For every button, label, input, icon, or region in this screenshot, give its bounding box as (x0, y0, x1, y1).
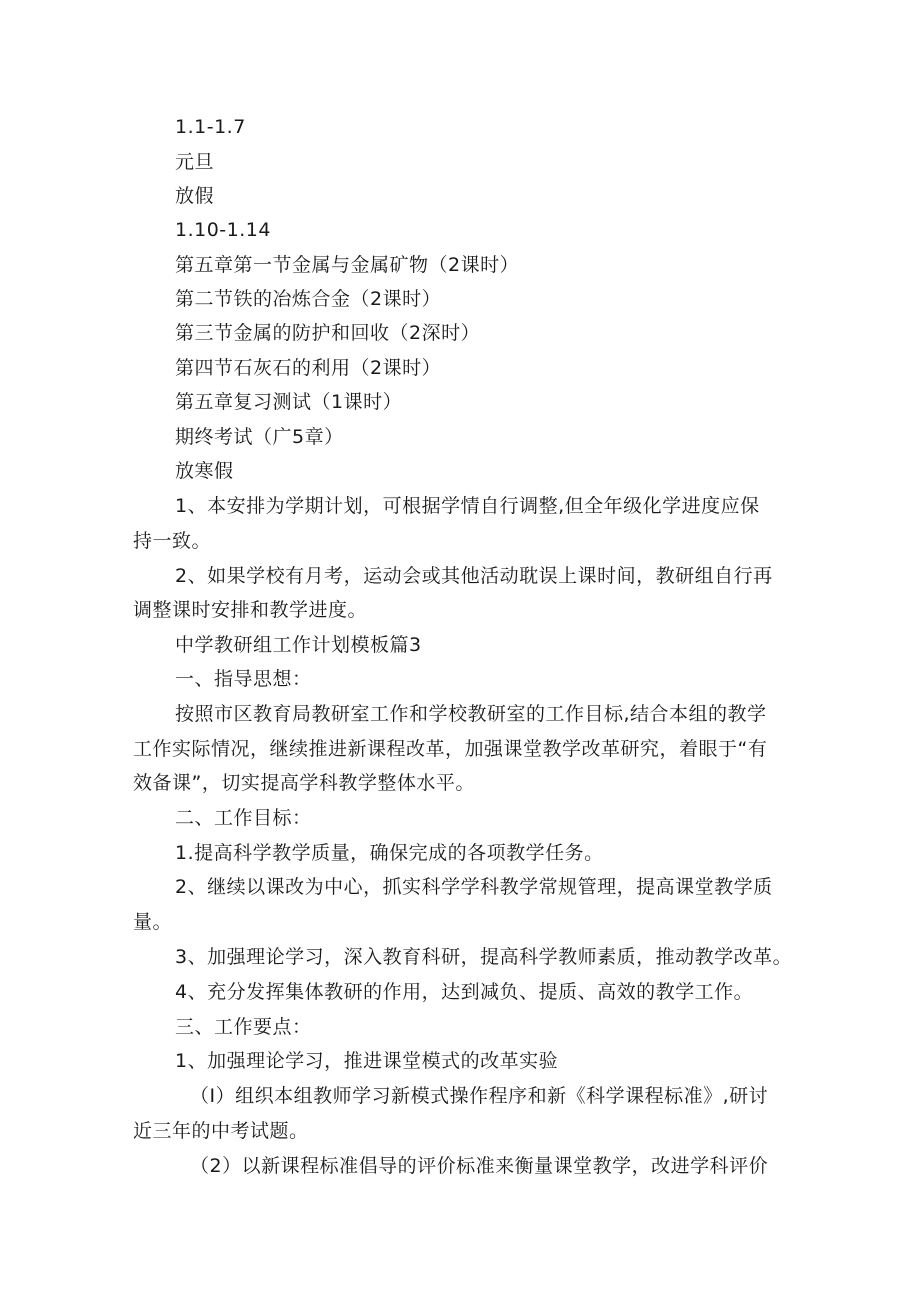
note-paragraph-1-cont: 持一致。 (133, 530, 212, 552)
schedule-item: 放寒假 (175, 460, 234, 482)
heading-work-goals: 二、工作目标： (175, 807, 312, 829)
section-title: 中学教研组工作计划模板篇3 (175, 634, 422, 656)
point-item-1: 1、加强理论学习，推进课堂模式的改革实验 (175, 1050, 559, 1072)
goal-item-3: 3、加强理论学习，深入教育科研，提高科学教师素质，推动教学改革。 (175, 946, 793, 968)
note-paragraph-2: 2、如果学校有月考，运动会或其他活动耽误上课时间，教研组自行再 (175, 565, 773, 587)
heading-work-points: 三、工作要点： (175, 1016, 312, 1038)
sub-point-1-cont: 近三年的中考试题。 (133, 1120, 309, 1142)
sub-point-2: （2）以新课程标准倡导的评价标准来衡量课堂教学，改进学科评价 (190, 1155, 769, 1177)
schedule-item: 第三节金属的防护和回收（2深时） (175, 322, 481, 344)
paragraph-guiding-cont: 工作实际情况，继续推进新课程改革，加强课堂教学改革研究，着眼于“有 (133, 738, 768, 760)
goal-item-2-cont: 量。 (133, 911, 173, 933)
goal-item-1: 1.提高科学教学质量，确保完成的各项教学任务。 (175, 842, 604, 864)
schedule-item: 第五章复习测试（1课时） (175, 391, 403, 413)
schedule-item: 期终考试（广5章） (175, 426, 344, 448)
paragraph-guiding: 按照市区教育局教研室工作和学校教研室的工作目标,结合本组的教学 (175, 703, 767, 725)
note-paragraph-1: 1、本安排为学期计划，可根据学情自行调整,但全年级化学进度应保 (175, 495, 760, 517)
goal-item-2: 2、继续以课改为中心，抓实科学学科教学常规管理，提高课堂教学质 (175, 876, 773, 898)
schedule-holiday-note: 放假 (175, 185, 215, 207)
schedule-date-2: 1.10-1.14 (175, 219, 271, 241)
schedule-item: 第四节石灰石的利用（2课时） (175, 357, 442, 379)
schedule-item: 第二节铁的冶炼合金（2课时） (175, 288, 442, 310)
schedule-date-1: 1.1-1.7 (175, 116, 246, 138)
schedule-holiday: 元旦 (175, 151, 215, 173)
note-paragraph-2-cont: 调整课时安排和教学进度。 (133, 599, 368, 621)
heading-guiding-thought: 一、指导思想： (175, 668, 312, 690)
schedule-item: 第五章第一节金属与金属矿物（2课时） (175, 254, 520, 276)
paragraph-guiding-cont: 效备课”，切实提高学科教学整体水平。 (133, 772, 475, 794)
goal-item-4: 4、充分发挥集体教研的作用，达到减负、提质、高效的教学工作。 (175, 981, 754, 1003)
sub-point-1: （I）组织本组教师学习新模式操作程序和新《科学课程标准》,研讨 (190, 1085, 769, 1107)
